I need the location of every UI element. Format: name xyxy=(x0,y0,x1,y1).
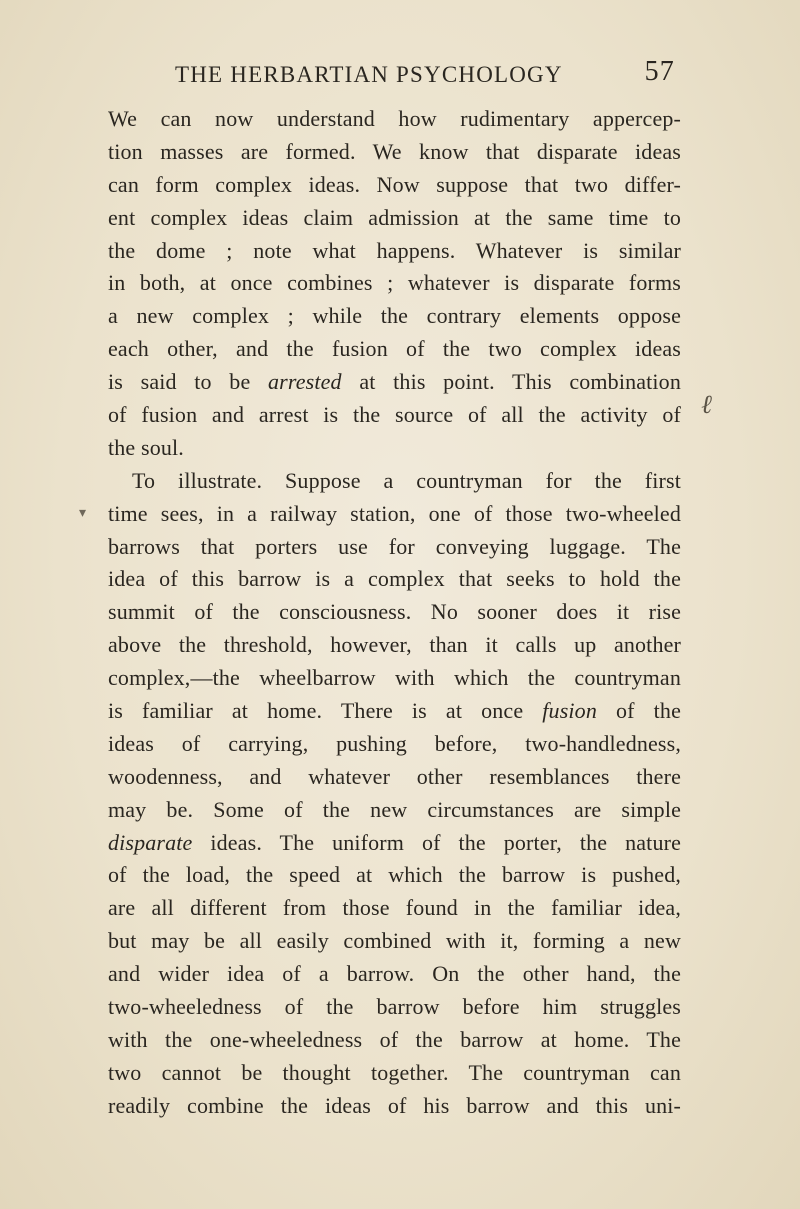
text-line: complex,—the wheelbarrow with which the countryman xyxy=(108,665,681,691)
running-title: THE HERBARTIAN PSYCHOLOGY xyxy=(175,62,563,87)
text-line: with the one-wheeledness of the barrow at home. The xyxy=(108,1026,681,1052)
text-segment: at this point. This combination xyxy=(341,369,681,395)
text-line: the soul. xyxy=(108,434,184,460)
text-line: a new complex ; while the contrary elements oppose xyxy=(108,303,681,329)
emphasis-arrested: arrested xyxy=(268,369,342,395)
text-segment: ideas. The uniform of the porter, the nature xyxy=(192,829,681,855)
text-line: ideas of carrying, pushing before, two-handledness, xyxy=(108,730,681,756)
text-line: We can now understand how rudimentary appercep- xyxy=(108,106,681,131)
text-line: can form complex ideas. Now suppose that two differ- xyxy=(108,171,681,197)
page-header xyxy=(175,56,675,96)
text-line: readily combine the ideas of his barrow and this uni- xyxy=(108,1092,681,1118)
paragraph-start-line: To illustrate. Suppose a countryman for the first xyxy=(132,467,681,493)
body-text xyxy=(108,103,681,1123)
stray-mark-icon: ▾ xyxy=(79,506,87,521)
text-segment: of the xyxy=(596,698,681,724)
text-line: and wider idea of a barrow. On the other hand, the xyxy=(108,961,681,987)
text-line: may be. Some of the new circumstances are simple xyxy=(108,796,681,822)
text-line: summit of the consciousness. No sooner does it rise xyxy=(108,599,681,625)
text-line: two cannot be thought together. The countryman can xyxy=(108,1059,681,1085)
emphasis-disparate: disparate xyxy=(108,829,193,855)
text-line: in both, at once combines ; whatever is disparate forms xyxy=(108,270,681,296)
text-line: idea of this barrow is a complex that seeks to hold the xyxy=(108,566,681,592)
text-line: the dome ; note what happens. Whatever is similar xyxy=(108,237,681,263)
page-number: 57 xyxy=(644,56,675,87)
text-line: barrows that porters use for conveying luggage. The xyxy=(108,533,681,559)
text-line: woodenness, and whatever other resemblances there xyxy=(108,763,681,789)
text-line-with-emphasis xyxy=(108,366,681,399)
text-line: two-wheeledness of the barrow before him struggles xyxy=(108,994,681,1020)
emphasis-fusion: fusion xyxy=(542,698,597,724)
margin-annotation: ℓ xyxy=(701,390,712,419)
text-segment: is said to be xyxy=(108,369,268,395)
text-line: of the load, the speed at which the barrow is pushed, xyxy=(108,862,681,888)
text-line: above the threshold, however, than it calls up another xyxy=(108,632,681,658)
text-line: tion masses are formed. We know that disparate ideas xyxy=(108,138,681,164)
text-line: each other, and the fusion of the two complex ideas xyxy=(108,336,681,362)
text-line-with-emphasis xyxy=(108,827,681,860)
text-line-with-emphasis xyxy=(108,695,681,728)
text-line: are all different from those found in the familiar idea, xyxy=(108,895,681,921)
text-segment: is familiar at home. There is at once xyxy=(108,698,543,724)
text-line: time sees, in a railway station, one of those two-wheeled xyxy=(108,500,681,526)
text-line: of fusion and arrest is the source of all the activity of xyxy=(108,402,681,428)
text-line: but may be all easily combined with it, forming a new xyxy=(108,928,681,954)
text-line: ent complex ideas claim admission at the same time to xyxy=(108,204,681,230)
